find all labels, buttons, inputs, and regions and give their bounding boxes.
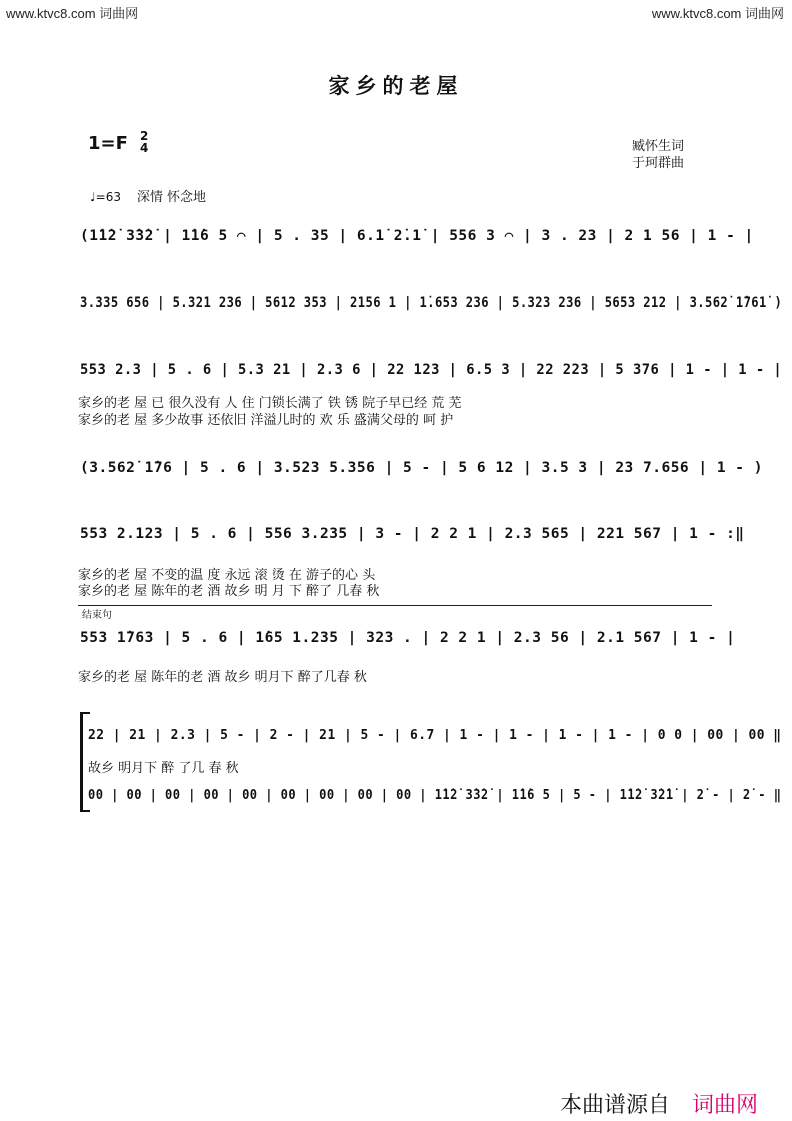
ending-divider bbox=[78, 605, 712, 606]
composer: 于珂群曲 bbox=[632, 156, 685, 171]
lyric-line-5a: 家乡的老 屋 不变的温 度 永远 滚 烫 在 游子的心 头 bbox=[78, 568, 376, 583]
site-watermark-left: www.ktvc8.com 词曲网 bbox=[6, 6, 139, 21]
song-title: 家乡的老屋 bbox=[328, 73, 464, 98]
score-line-6: 553 1̇763 | 5 . 6 | 1̇65 1.235 | 323 . | 2 2 1 | 2.3 56 | 2.1 567 | 1 - | bbox=[80, 630, 736, 646]
site-watermark-right: www.ktvc8.com 词曲网 bbox=[651, 6, 784, 21]
system-bracket bbox=[80, 712, 83, 812]
system-bracket-top bbox=[80, 712, 90, 714]
score-line-2: 3.335 656 | 5.321 236 | 5612 353 | 2156 1 | 1̇.653 236 | 5.323 236 | 5653 212 | 3.562̇ 1̇761̇ ) bbox=[80, 295, 783, 311]
lyric-line-5b: 家乡的老 屋 陈年的老 酒 故乡 明 月 下 醉了 几春 秋 bbox=[78, 584, 380, 599]
score-line-7-upper: 22 | 21 | 2.3 | 5 - | 2 - | 21 | 5 - | 6.7 | 1 - | 1 - | 1 - | 1 - | 0 0 | 00 | 00 ‖ bbox=[88, 727, 782, 743]
score-line-5: 553 2.123 | 5 . 6 | 556 3.235 | 3 - | 2 2 1 | 2.3 565 | 221 567 | 1 - :‖ bbox=[80, 526, 745, 542]
time-signature-bottom: 4 bbox=[140, 141, 149, 155]
key-signature: 1=F bbox=[88, 133, 128, 154]
footer-source bbox=[560, 1088, 758, 1119]
score-line-7-lower: 00 | 00 | 00 | 00 | 00 | 00 | 00 | 00 | 00 | 1̇1̇2̇ 3̇3̇2̇ | 1̇1̇6 5 | 5 - | 1̇1̇2̇ 3̇2̇1̇ | 2̇ - | 2̇ - ‖ bbox=[88, 787, 782, 803]
score-line-3: 553 2.3 | 5 . 6 | 5.3 21 | 2.3 6 | 22 123 | 6.5 3 | 22 223 | 5 376 | 1 - | 1 - | bbox=[80, 362, 783, 378]
lyric-line-3b: 家乡的老 屋 多少故事 还依旧 洋溢儿时的 欢 乐 盛满父母的 呵 护 bbox=[78, 413, 454, 428]
lyricist: 臧怀生词 bbox=[632, 139, 685, 154]
score-line-1: (1̇1̇2̇ 3̇3̇2̇ | 1̇1̇6 5 ⌒ | 5 . 35 | 6.1̇ 2̇.1̇ | 556 3 ⌒ | 3 . 23 | 2 1 56 | 1 - | bbox=[80, 228, 754, 244]
credits bbox=[632, 138, 684, 172]
system-bracket-bottom bbox=[80, 810, 90, 812]
time-signature bbox=[140, 130, 148, 154]
lyric-line-6a: 家乡的老 屋 陈年的老 酒 故乡 明月下 醉了几春 秋 bbox=[78, 670, 367, 685]
lyric-line-7: 故乡 明月下 醉 了几 春 秋 bbox=[88, 761, 239, 776]
score-line-4: (3.562̇ 1̇76 | 5 . 6 | 3.523 5.356 | 5 - | 5 6 12 | 3.5 3 | 23 7.656 | 1 - ) bbox=[80, 460, 764, 476]
footer-source-text: 本曲谱源自 bbox=[560, 1093, 671, 1118]
tempo-marking bbox=[90, 186, 206, 205]
time-signature-top: 2 bbox=[140, 129, 149, 143]
tempo-value: ♩=63 bbox=[90, 190, 121, 204]
expression-marking: 深情 怀念地 bbox=[136, 190, 206, 205]
lyric-line-3a: 家乡的老 屋 已 很久没有 人 住 门锁长满了 铁 锈 院子早已经 荒 芜 bbox=[78, 396, 462, 411]
footer-brand: 词曲网 bbox=[692, 1093, 759, 1118]
ending-label: 结束句 bbox=[82, 610, 112, 621]
